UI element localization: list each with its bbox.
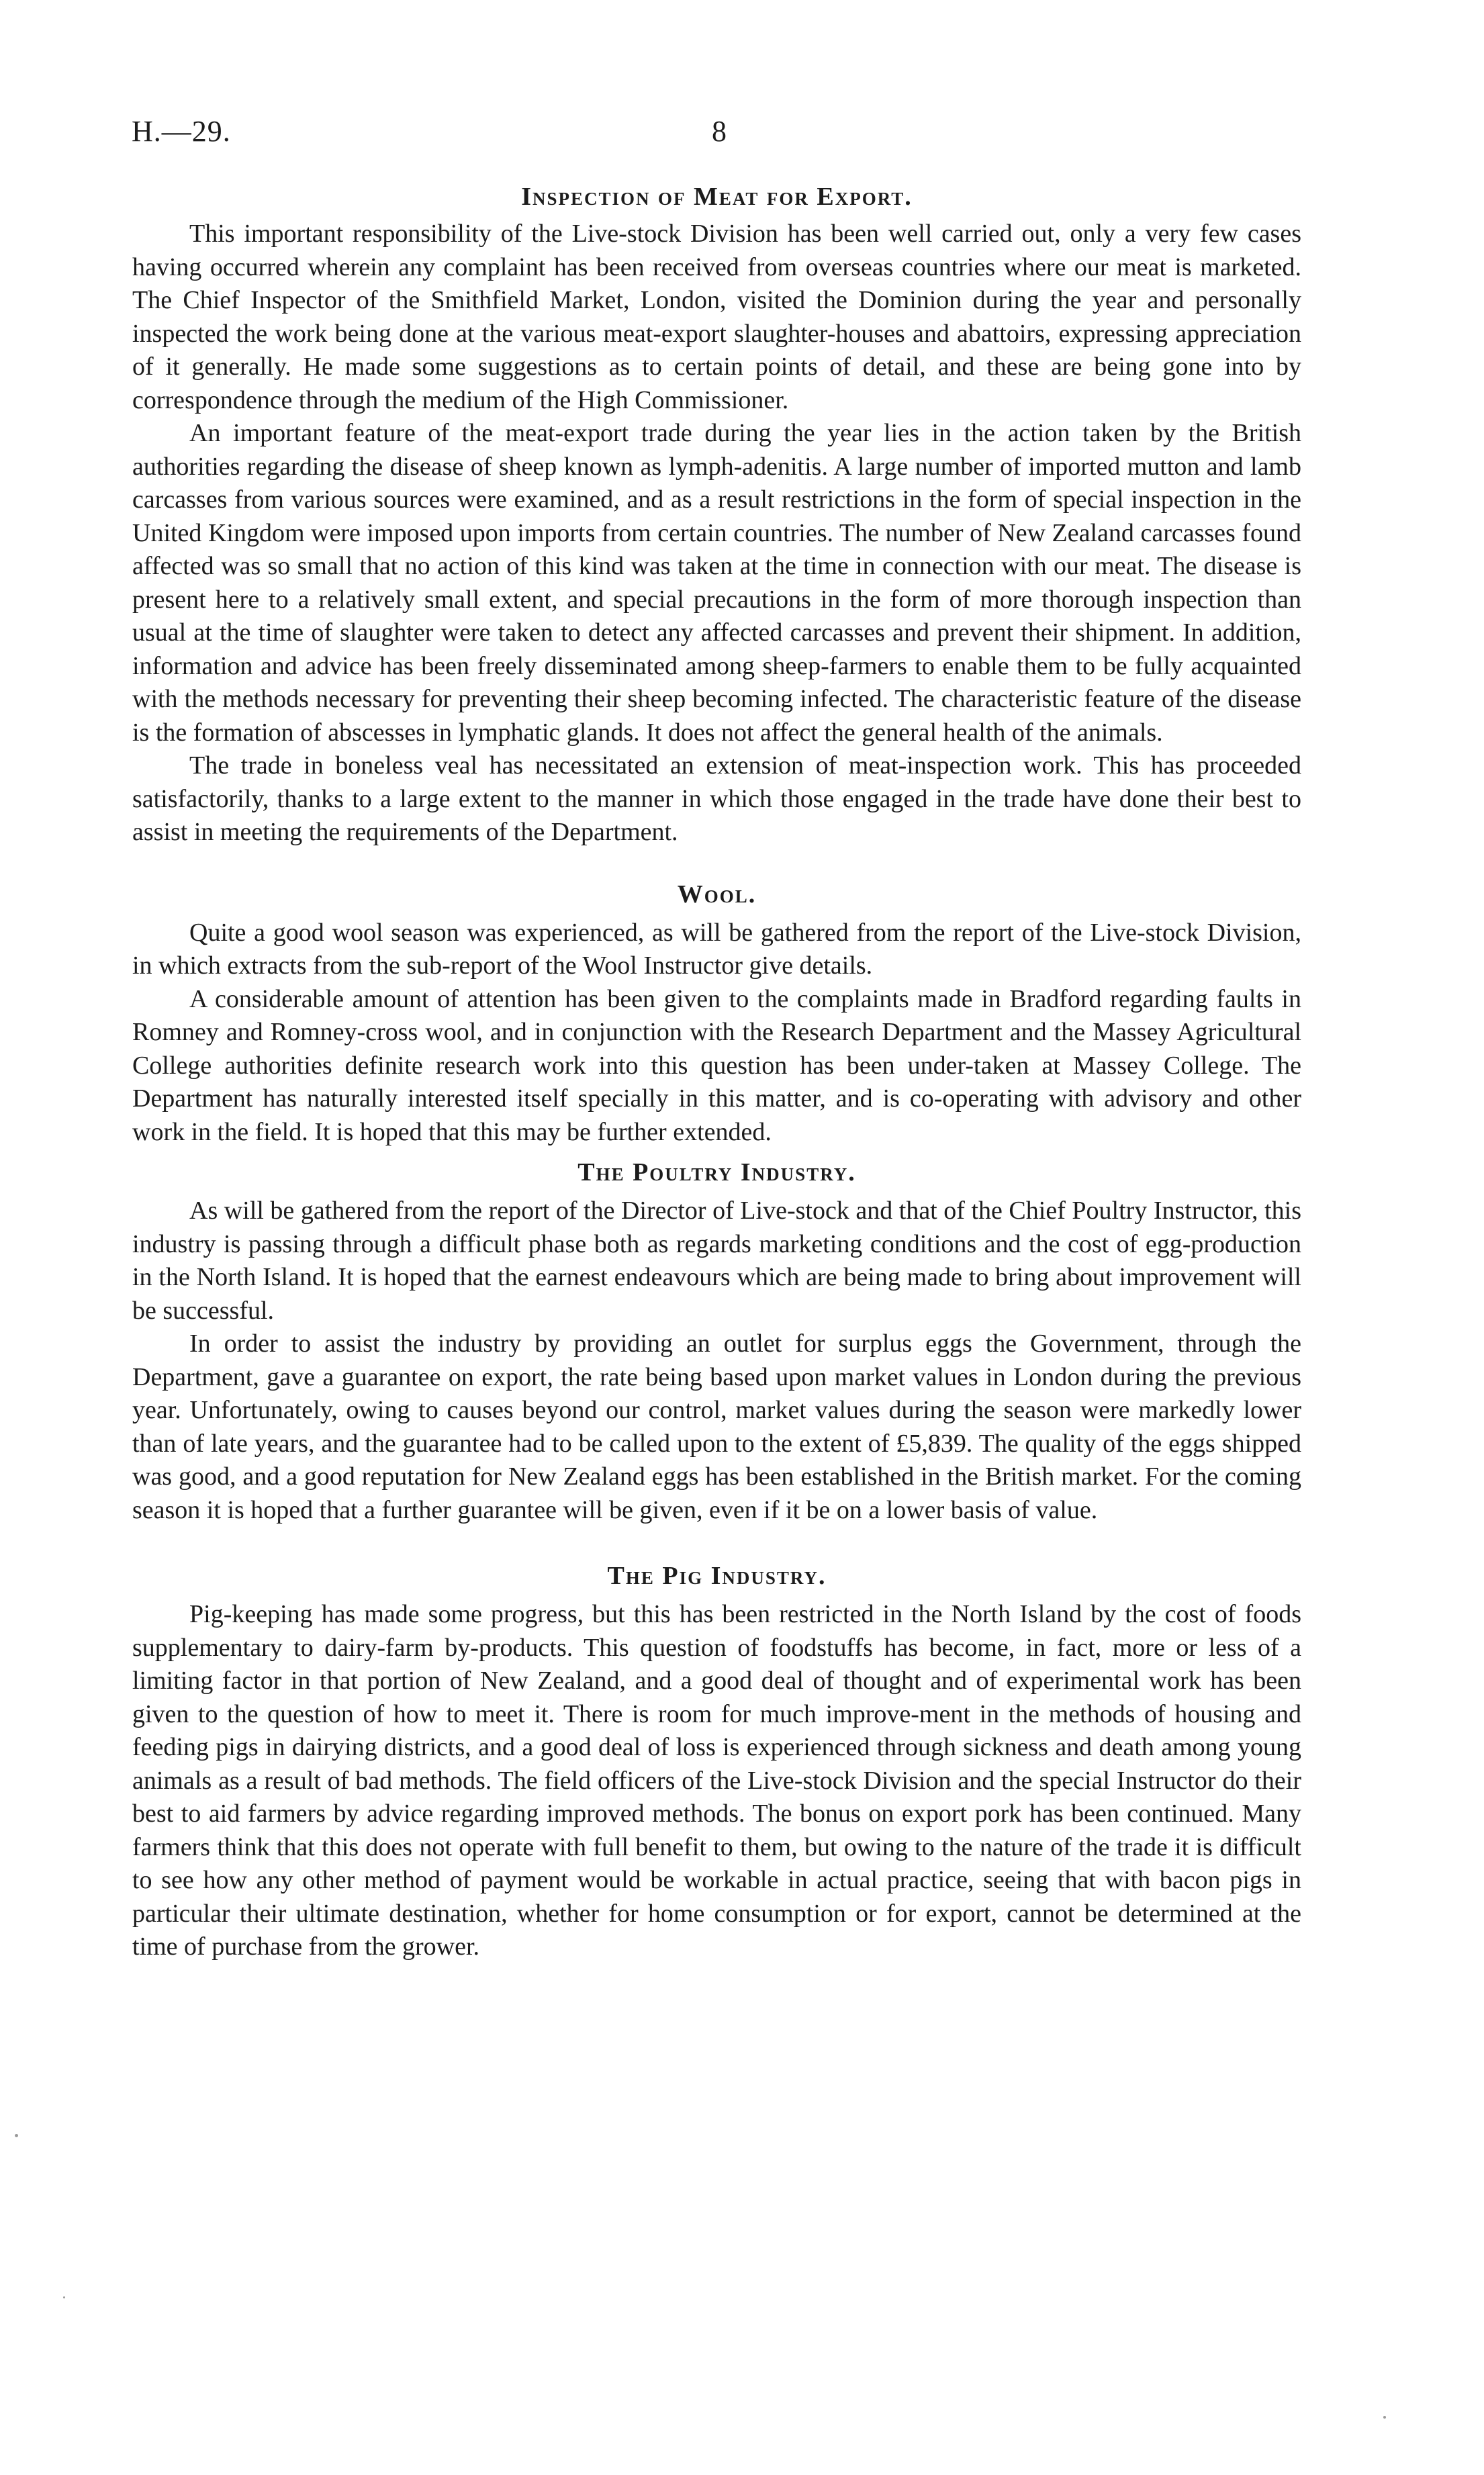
paragraph: The trade in boneless veal has necessitated an extension of meat-inspection work. This has proceeded satisfactorily, thanks to a large extent to the manner in which those engaged in the trade have done their best to assist in meeting the requirements of the Department. bbox=[132, 751, 1301, 846]
paragraph: This important responsibility of the Live-stock Division has been well carried out, only a very few cases having occurred wherein any complaint has been received from overseas countries where our meat is marketed. The Chief Inspector of the Smithfield Market, London, visited the Dominion during the year and personally inspected the work being done at the various meat-export slaughter-houses and abattoirs, expressing appreciation of it generally. He made some suggestions as to certain points of detail, and these are being gone into by correspondence through the medium of the High Commissioner. bbox=[132, 220, 1301, 414]
section-heading: Wool. bbox=[677, 880, 757, 908]
page-number: 8 bbox=[712, 115, 727, 148]
section-pig-industry bbox=[132, 1559, 1301, 1964]
body-text bbox=[132, 180, 1301, 1964]
scan-speck bbox=[15, 2134, 18, 2137]
scan-speck bbox=[63, 2296, 65, 2298]
parliamentary-paper-reference: H.—29. bbox=[132, 115, 231, 148]
paragraph: As will be gathered from the report of the Director of Live-stock and that of the Chief Poultry Instructor, this industry is passing through a difficult phase both as regards marketing conditions and the cost of egg-production in the North Island. It is hoped that the earnest endeavours which are being made to bring about improvement will be successful. bbox=[132, 1197, 1301, 1325]
paragraph: A considerable amount of attention has been given to the complaints made in Bradford regarding faults in Romney and Romney-cross wool, and in conjunction with the Research Department and the Massey Agricultural College authorities definite research work into this question has been under-taken at Massey College. The Department has naturally interested itself specially in this matter, and is co-operating with advisory and other work in the field. It is hoped that this may be further extended. bbox=[132, 984, 1301, 1146]
section-heading: The Pig Industry. bbox=[607, 1562, 827, 1590]
section-meat-inspection bbox=[132, 180, 1301, 849]
paragraph: In order to assist the industry by providing an outlet for surplus eggs the Government, through the Department, gave a guarantee on export, the rate being based upon market values in London during the previous year. Unfortunately, owing to causes beyond our control, market values during the season were markedly lower than of late years, and the guarantee had to be called upon to the extent of £5,839. The quality of the eggs shipped was good, and a good reputation for New Zealand eggs has been established in the British market. For the coming season it is hoped that a further guarantee will be given, even if it be on a lower basis of value. bbox=[132, 1329, 1301, 1524]
section-heading: The Poultry Industry. bbox=[577, 1158, 856, 1186]
section-heading: Inspection of Meat for Export. bbox=[521, 183, 913, 211]
scan-speck bbox=[1383, 2416, 1386, 2419]
section-poultry-industry bbox=[132, 1156, 1301, 1527]
paragraph: Quite a good wool season was experienced, as will be gathered from the report of the Live-stock Division, in which extracts from the sub-report of the Wool Instructor give details. bbox=[132, 918, 1301, 980]
paragraph: An important feature of the meat-export trade during the year lies in the action taken by the British authorities regarding the disease of sheep known as lymph-adenitis. A large number of imported mutton and lamb carcasses from various sources were examined, and as a result restrictions in the form of special inspection in the United Kingdom were imposed upon imports from certain countries. The number of New Zealand carcasses found affected was so small that no action of this kind was taken at the time in connection with our meat. The disease is present here to a relatively small extent, and special precautions in the form of more thorough inspection than usual at the time of slaughter were taken to detect any affected carcasses and prevent their shipment. In addition, information and advice has been freely disseminated among sheep-farmers to enable them to be fully acquainted with the methods necessary for preventing their sheep becoming infected. The characteristic feature of the disease is the formation of abscesses in lymphatic glands. It does not affect the general health of the animals. bbox=[132, 419, 1301, 747]
paragraph: Pig-keeping has made some progress, but this has been restricted in the North Island by the cost of foods supplementary to dairy-farm by-products. This question of foodstuffs has become, in fact, more or less of a limiting factor in that portion of New Zealand, and a good deal of thought and of experimental work has been given to the question of how to meet it. There is room for much improve-ment in the methods of housing and feeding pigs in dairying districts, and a good deal of loss is experienced through sickness and death among young animals as a result of bad methods. The field officers of the Live-stock Division and the special Instructor do their best to aid farmers by advice regarding improved methods. The bonus on export pork has been continued. Many farmers think that this does not operate with full benefit to them, but owing to the nature of the trade it is difficult to see how any other method of payment would be workable in actual practice, seeing that with bacon pigs in particular their ultimate destination, whether for home consumption or for export, cannot be determined at the time of purchase from the grower. bbox=[132, 1600, 1301, 1961]
section-wool bbox=[132, 878, 1301, 1150]
